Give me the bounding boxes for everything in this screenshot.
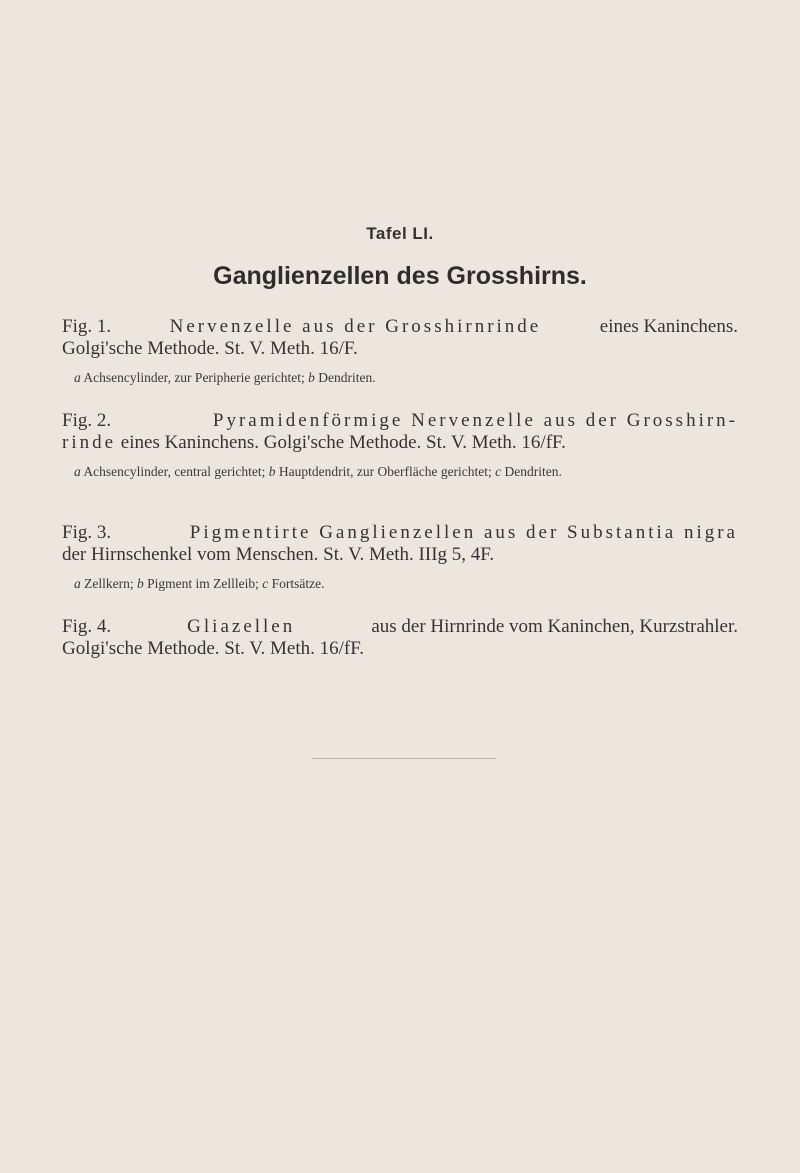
divider-rule <box>312 758 496 759</box>
figure-1-rest-text: eines Kaninchens. <box>599 316 738 337</box>
figure-2-line-2 <box>62 432 738 454</box>
figure-3-caption <box>62 522 738 593</box>
legend-key: c <box>262 576 269 591</box>
figure-2-spaced-text: Pyramidenförmige Nervenzelle aus der Grosshirn- <box>212 410 738 431</box>
plate-number: Tafel LI. <box>366 224 434 243</box>
legend-key: c <box>495 464 502 479</box>
legend-text: Dendriten. <box>318 370 376 385</box>
legend-key: a <box>74 576 81 591</box>
legend-text: Achsencylinder, zur Peripherie gerichtet; <box>83 370 305 385</box>
legend-text: Pigment im Zellleib; <box>147 576 259 591</box>
figure-4-spaced-text: Gliazellen <box>187 616 296 637</box>
figure-2-spaced-text-2: rinde <box>62 432 117 453</box>
legend-text: Zellkern; <box>84 576 134 591</box>
figure-4-line-1 <box>62 616 738 638</box>
figure-1-line-1 <box>62 316 738 338</box>
legend-key: a <box>74 464 81 479</box>
figure-1-caption <box>62 316 738 387</box>
figure-1-legend <box>74 369 738 387</box>
figure-3-line-2: der Hirnschenkel vom Menschen. St. V. Meth. IIIg 5, 4F. <box>62 544 495 565</box>
figure-3-spaced-text: Pigmentirte Ganglienzellen aus der Substantia nigra <box>189 522 738 543</box>
figure-2-legend <box>74 463 738 481</box>
figure-4-rest-text: aus der Hirnrinde vom Kaninchen, Kurzstrahler. <box>371 616 738 637</box>
legend-key: a <box>74 370 81 385</box>
figure-4-line-2: Golgi'sche Methode. St. V. Meth. 16/fF. <box>62 638 365 659</box>
figure-2-caption <box>62 410 738 481</box>
legend-key: b <box>268 464 276 479</box>
legend-key: b <box>308 370 315 385</box>
legend-text: Fortsätze. <box>271 576 325 591</box>
legend-key: b <box>136 576 144 591</box>
legend-text: Dendriten. <box>504 464 562 479</box>
figure-3-label: Fig. 3. <box>62 522 112 543</box>
legend-text: Achsencylinder, central gerichtet; <box>83 464 266 479</box>
figure-2-line-1 <box>62 410 738 432</box>
figure-2-rest-text: eines Kaninchens. Golgi'sche Methode. St. V. Meth. 16/fF. <box>120 432 566 453</box>
figure-4-label: Fig. 4. <box>62 616 112 637</box>
plate-title: Ganglienzellen des Grosshirns. <box>213 262 587 290</box>
figure-1-spaced-text: Nervenzelle aus der Grosshirnrinde <box>169 316 542 337</box>
figure-1-line-2: Golgi'sche Methode. St. V. Meth. 16/F. <box>62 338 358 359</box>
figure-3-legend <box>74 575 738 593</box>
figure-2-label: Fig. 2. <box>62 410 112 431</box>
figure-1-label: Fig. 1. <box>62 316 112 337</box>
figure-4-caption <box>62 616 738 660</box>
figure-3-line-1 <box>62 522 738 544</box>
legend-text: Hauptdendrit, zur Oberfläche gerichtet; <box>278 464 492 479</box>
